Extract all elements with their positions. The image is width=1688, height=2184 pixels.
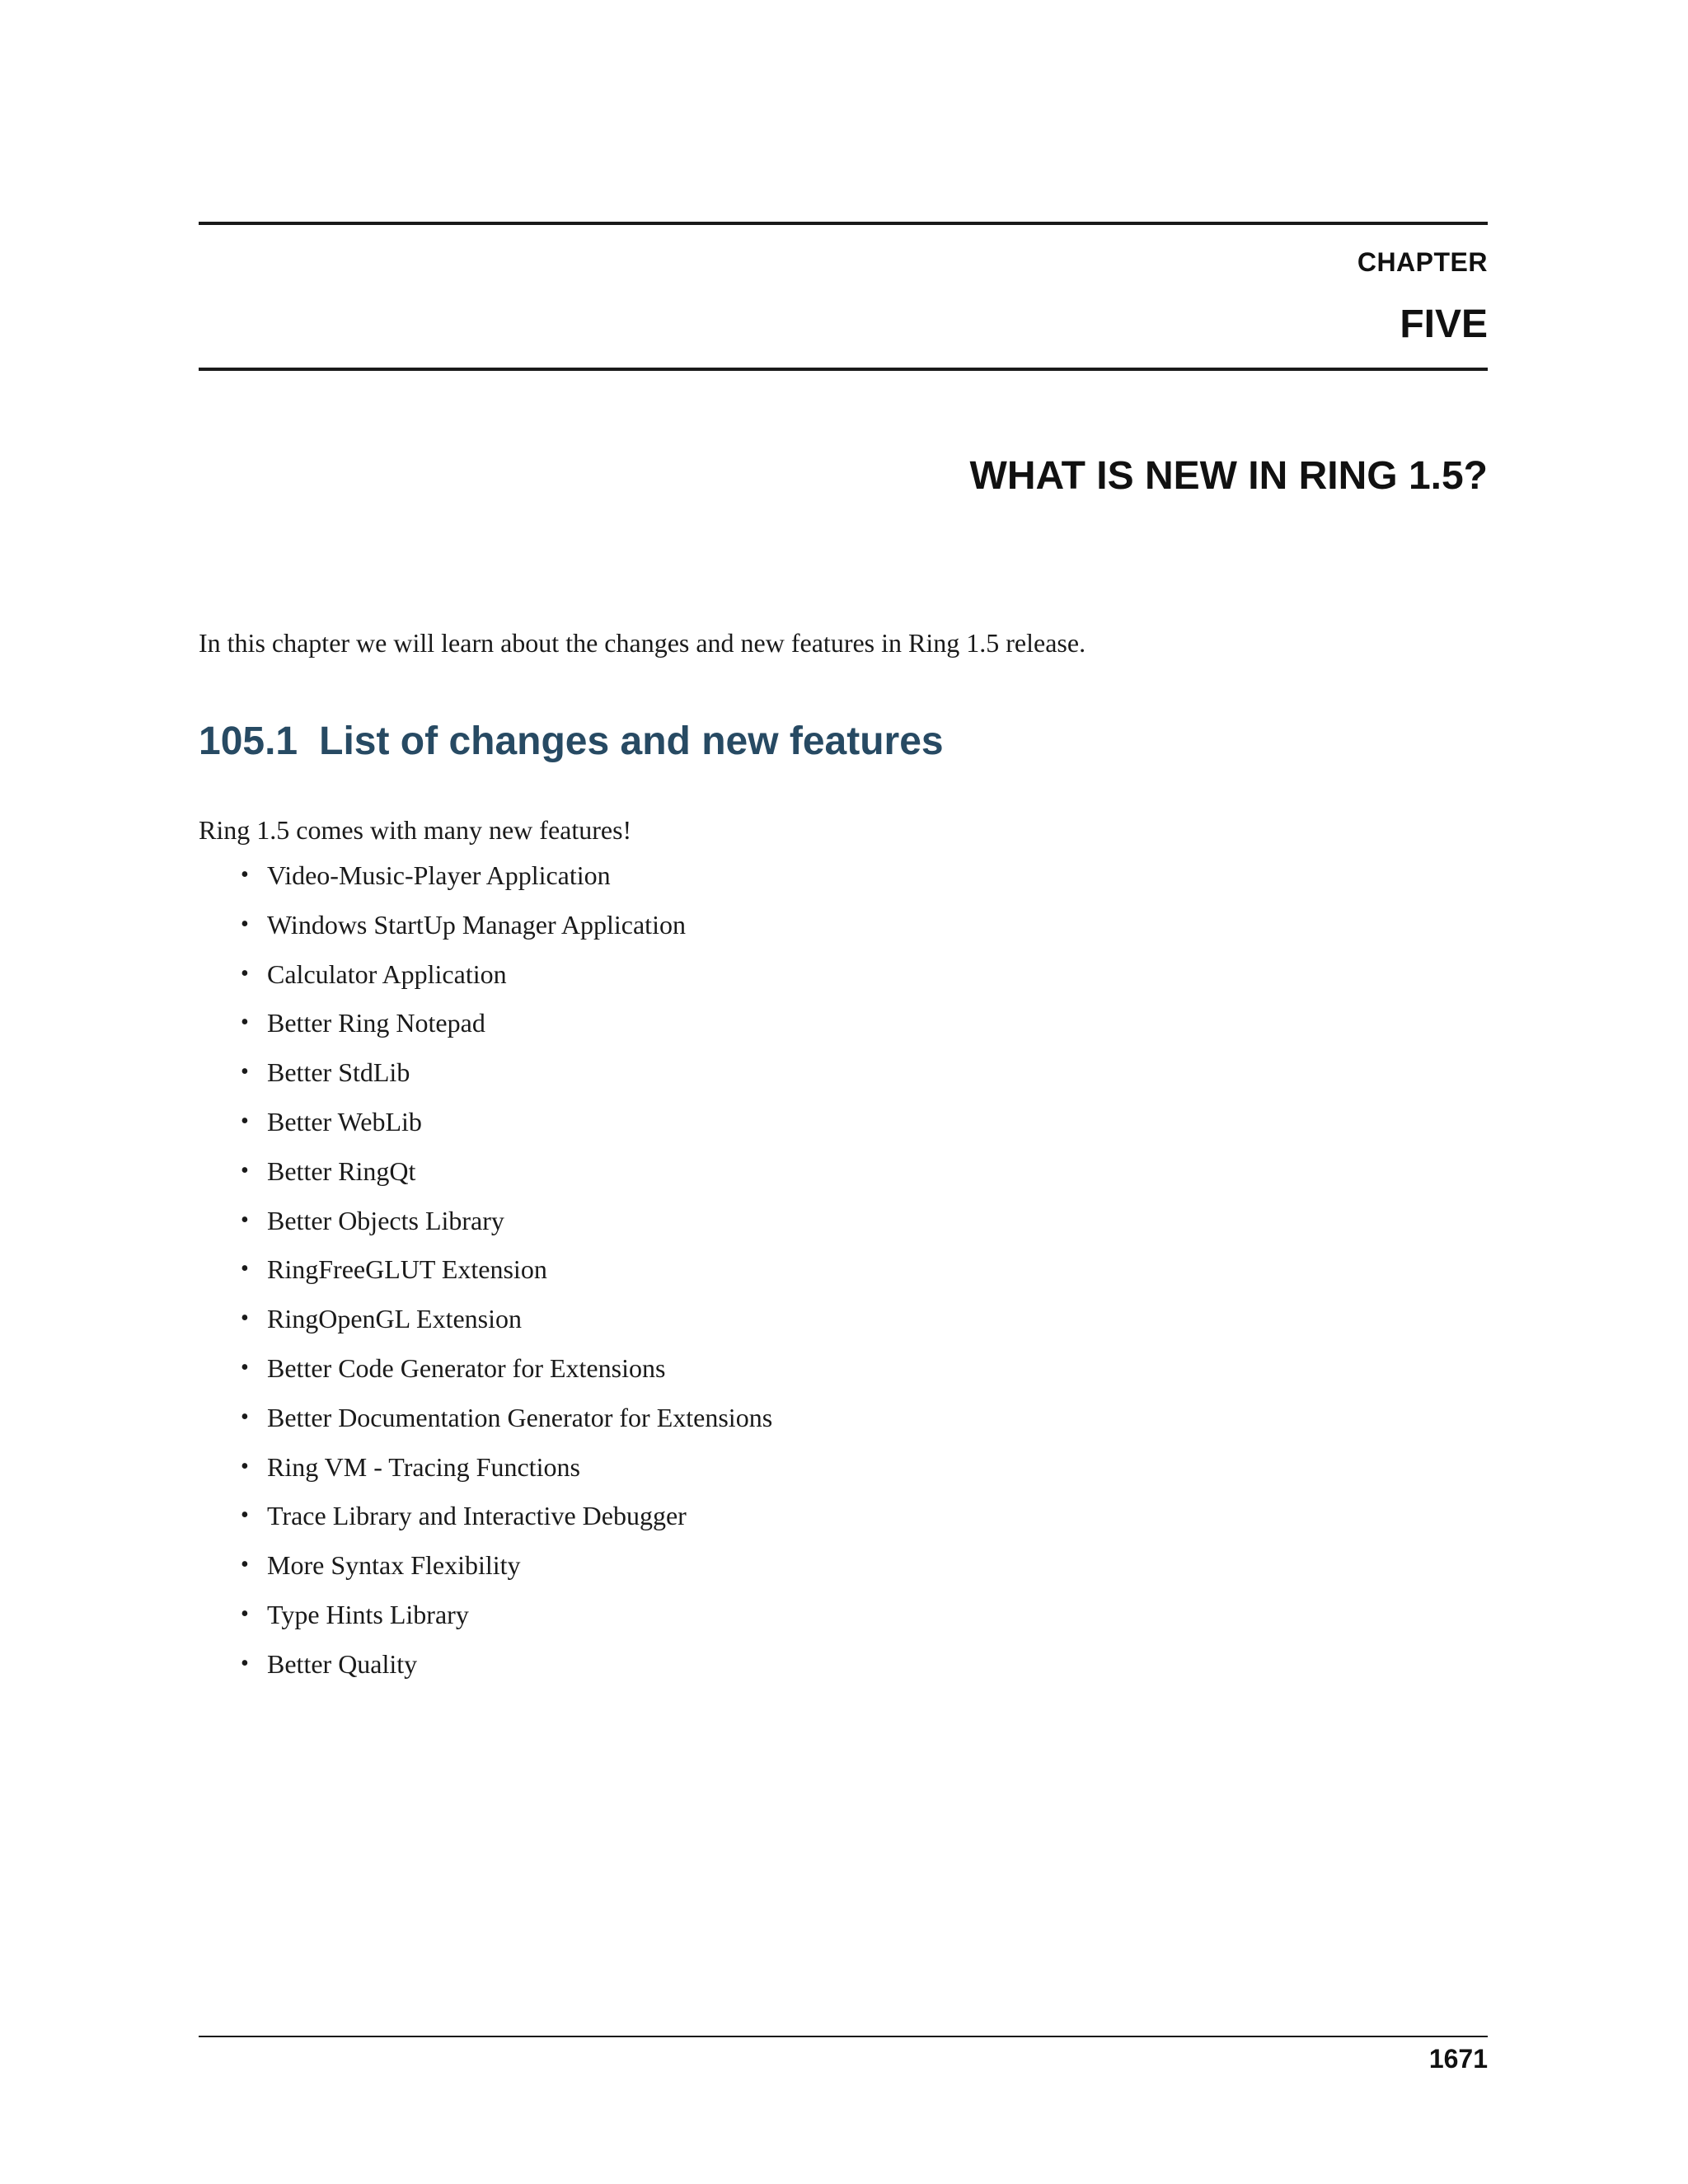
list-item-label: Better StdLib [267, 1057, 410, 1088]
bullet-icon: • [241, 1010, 249, 1036]
list-item-label: Better Ring Notepad [267, 1008, 485, 1038]
footer-rule [199, 2036, 1488, 2037]
chapter-label: CHAPTER [1357, 247, 1488, 277]
list-item-label: Type Hints Library [267, 1600, 469, 1629]
bullet-icon: • [241, 960, 249, 987]
list-item-label: More Syntax Flexibility [267, 1550, 521, 1581]
bullet-icon: • [241, 1502, 249, 1529]
intro-paragraph: In this chapter we will learn about the changes and new features in Ring 1.5 release. [199, 628, 1086, 658]
list-item-label: RingOpenGL Extension [267, 1304, 522, 1334]
chapter-bottom-rule [199, 368, 1488, 371]
chapter-top-rule [199, 222, 1488, 225]
bullet-icon: • [241, 1059, 249, 1085]
bullet-icon: • [241, 911, 249, 937]
list-item-label: Trace Library and Interactive Debugger [267, 1501, 687, 1531]
list-item-label: Video-Music-Player Application [267, 860, 611, 890]
chapter-title: WHAT IS NEW IN RING 1.5? [969, 454, 1488, 498]
list-item-label: Calculator Application [267, 958, 507, 989]
list-item-label: Better Quality [267, 1648, 418, 1679]
bullet-icon: • [241, 1108, 249, 1134]
bullet-icon: • [241, 1650, 249, 1676]
bullet-icon: • [241, 1305, 249, 1332]
bullet-icon: • [241, 1207, 249, 1233]
section-lead-paragraph: Ring 1.5 comes with many new features! [199, 815, 632, 845]
page-number: 1671 [1428, 2044, 1488, 2074]
list-item-label: RingFreeGLUT Extension [267, 1254, 547, 1285]
list-item-label: Better RingQt [267, 1155, 416, 1186]
list-item-label: Better Documentation Generator for Extensions [267, 1402, 773, 1432]
section-number: 105.1 [199, 719, 298, 763]
list-item-label: Better WebLib [267, 1107, 422, 1137]
list-item-label: Better Objects Library [267, 1205, 504, 1235]
section-title: List of changes and new features [319, 719, 944, 763]
list-item-label: Windows StartUp Manager Application [267, 909, 686, 940]
list-item-label: Ring VM - Tracing Functions [267, 1451, 580, 1482]
bullet-icon: • [241, 1552, 249, 1578]
bullet-icon: • [241, 1157, 249, 1183]
bullet-icon: • [241, 1355, 249, 1380]
list-item-label: Better Code Generator for Extensions [267, 1353, 666, 1383]
bullet-icon: • [241, 1256, 249, 1282]
bullet-icon: • [241, 1404, 249, 1430]
section-heading [199, 719, 944, 764]
chapter-number: FIVE [1400, 302, 1488, 346]
bullet-icon: • [241, 862, 249, 888]
bullet-icon: • [241, 1601, 249, 1627]
bullet-icon: • [241, 1453, 249, 1479]
